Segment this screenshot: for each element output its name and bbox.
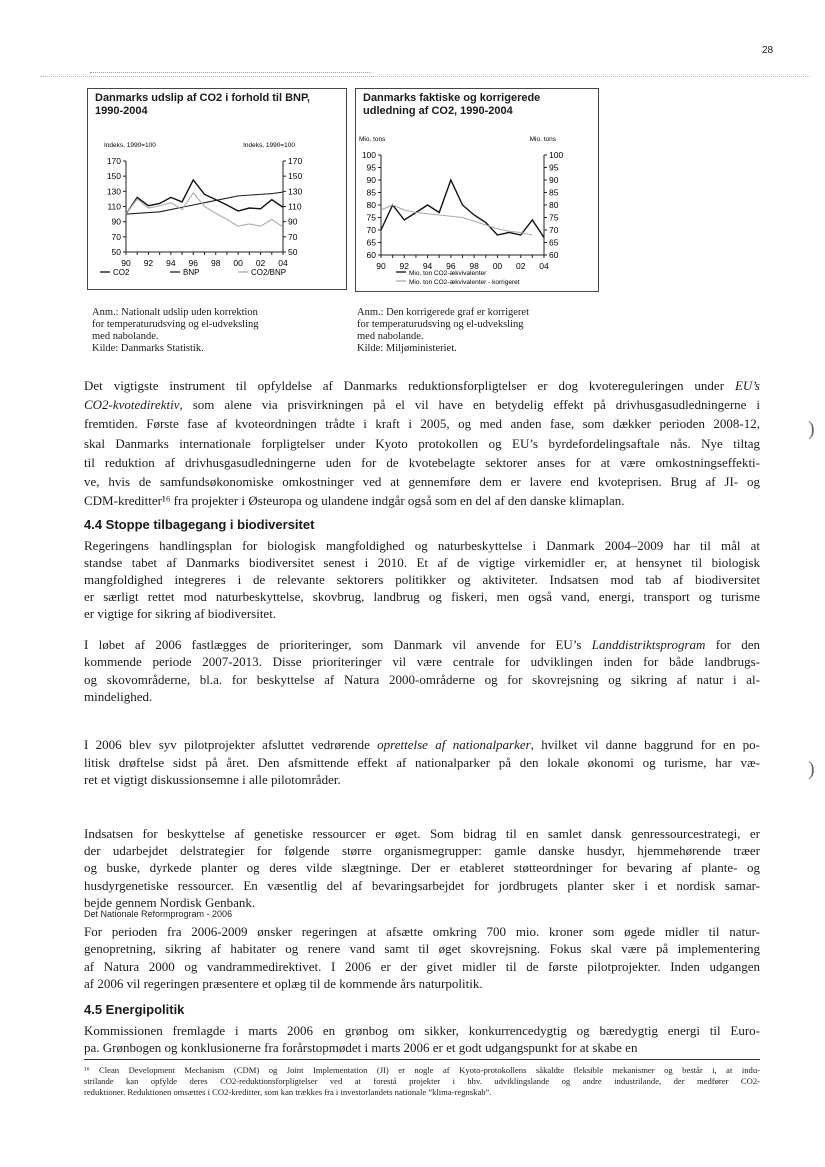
chart-note-right — [357, 307, 529, 355]
x-tick-label: 00 — [492, 261, 503, 271]
chart-plot — [356, 89, 598, 291]
y-tick-label-left: 85 — [366, 187, 376, 198]
y-tick-label-left: 150 — [106, 171, 121, 182]
y-tick-label-right: 150 — [288, 171, 303, 182]
text-line: Det vigtigste instrument til opfyldelse af Danmarks reduktionsforpligtelser er dog kvotereguleringen under EU’s — [84, 378, 760, 393]
text-line: og skovområderne, bl.a. for beskyttelse af Natura 2000-områderne og for skovrejsning og sikring af natur i al- — [84, 671, 760, 687]
x-tick-label: 02 — [255, 258, 266, 268]
text-line: pa. Grønbogen og konklusionerne fra forårstopmødet i marts 2006 er et godt udgangspunkt for at skabe en — [84, 1040, 638, 1055]
text-line: bejde gennem Nordisk Genbank. — [84, 894, 256, 910]
note-line: Anm.: Den korrigerede graf er korrigeret — [357, 307, 530, 318]
x-tick-label: 94 — [422, 261, 433, 271]
text-line: husdyrgenetiske ressourcer. En væsentlig del af bevaringsarbejdet for jordbrugets planter sker i et nordisk samar- — [84, 877, 760, 893]
y-tick-label-right: 70 — [549, 225, 559, 235]
x-tick-label: 00 — [233, 258, 243, 268]
scan-artifact-line — [90, 72, 370, 73]
series-line-co2-bnp — [126, 193, 283, 227]
chart-plot — [88, 89, 346, 289]
note-line: Anm.: Nationalt udslip uden korrektion — [92, 307, 258, 318]
x-tick-label: 04 — [539, 261, 549, 271]
footnote-line: strilande kan opfylde deres CO2-reduktionsforpligtelser ved at forestå projekter i hhv. udviklingslande og andre industrilande, der medfører CO2- — [84, 1076, 760, 1086]
text-line: For perioden fra 2006-2009 ønsker regeringen at afsætte omkring 700 mio. kroner som øgede midler til natur- — [84, 924, 760, 939]
x-tick-label: 90 — [121, 258, 131, 268]
legend-label: CO2 — [113, 268, 130, 277]
text-line: ve, hvis de samfundsøkonomiske omkostninger ved at gennemføre dem er lavere end kvoteprisen. Brug af JI- og — [84, 473, 760, 489]
y-tick-label-right: 95 — [549, 162, 559, 173]
y-tick-label-left: 70 — [111, 231, 121, 242]
text-line: fremtiden. Første fase af kvoteordningen trådte i kraft i 2005, og med anden fase, som dækker perioden 2008-12, — [84, 416, 760, 432]
text-line: CDM-kreditter¹⁶ fra projekter i Østeuropa og ulandene indgår også som en del af den danske klimaplan. — [84, 493, 625, 509]
x-tick-label: 96 — [446, 261, 456, 271]
y-tick-label-left: 95 — [366, 162, 376, 173]
paragraph-landdistrikt — [84, 636, 760, 705]
x-tick-label: 04 — [278, 258, 288, 268]
margin-mark: ) — [808, 418, 815, 440]
legend-label: Mio. ton CO2-ækvivalenter - korrigeret — [409, 279, 520, 286]
scan-artifact-line — [40, 76, 810, 77]
text-line: I løbet af 2006 fastlægges de prioriteringer, som Danmark vil anvende for EU’s Landdistriktsprogram for den — [84, 637, 760, 652]
italic-term: oprettelse af nationalparker — [377, 737, 531, 752]
text-line: til reduktion af drivhusgasudledningerne uden for de kvotebelagte sektorer anses for at være omkostningseffekti- — [84, 454, 760, 470]
x-tick-label: 94 — [166, 258, 176, 268]
legend-label: BNP — [183, 268, 200, 277]
y-axis-label-left: Mio. tons — [359, 136, 386, 143]
note-line: for temperaturudsving og el-udveksling — [357, 319, 524, 330]
note-line: med nabolande. — [92, 331, 159, 342]
x-tick-label: 98 — [469, 261, 479, 271]
note-source: Kilde: Miljøministeriet. — [357, 343, 457, 354]
text-line: er vigtige for sikring af biodiversitet. — [84, 606, 277, 621]
y-tick-label-left: 80 — [366, 200, 376, 210]
y-tick-label-left: 75 — [366, 212, 376, 223]
chart-co2-vs-bnp — [87, 88, 347, 290]
page-number: 28 — [762, 45, 774, 56]
paragraph-handlingsplan — [84, 537, 760, 622]
y-tick-label-right: 110 — [288, 201, 302, 212]
y-tick-label-left: 70 — [366, 225, 376, 235]
note-source: Kilde: Danmarks Statistik. — [92, 343, 204, 354]
x-tick-label: 96 — [188, 258, 199, 268]
y-tick-label-right: 90 — [549, 175, 559, 185]
y-tick-label-left: 90 — [366, 175, 376, 185]
y-tick-label-right: 60 — [549, 250, 559, 260]
x-tick-label: 98 — [210, 258, 221, 268]
y-tick-label-left: 110 — [107, 201, 121, 212]
heading-4-5: 4.5 Energipolitik — [84, 1002, 185, 1017]
text-line: Kommissionen fremlagde i marts 2006 en grønbog om sikker, konkurrencedygtig og bæredygtig energi til Euro- — [84, 1023, 760, 1038]
paragraph-nationalparker — [84, 736, 760, 789]
series-line-bnp — [126, 192, 283, 214]
x-tick-label: 92 — [399, 261, 410, 271]
text-line: mindelighed. — [84, 688, 153, 704]
document-footer-overlay: Det Nationale Reformprogram - 2006 — [84, 909, 233, 919]
text-line: der udarbejdet delstrategier for følgende større organismegrupper: gamle danske husdyr, hjemmehørende træer — [84, 843, 760, 859]
text-line: er særligt rettet mod naturbeskyttelse, skovbrug, landbrug og fiskeri, men også vand, energi, transport og turisme — [84, 589, 760, 604]
y-tick-label-right: 90 — [288, 216, 298, 227]
footnote-line: reduktioner. Reduktionen omsættes i CO2-kreditter, som kan trækkes fra i investorlandets nationale ”klima-regnskab”. — [84, 1087, 492, 1097]
note-line: med nabolande. — [357, 331, 424, 342]
y-tick-label-right: 75 — [549, 212, 559, 223]
y-tick-label-left: 100 — [361, 150, 376, 160]
y-tick-label-right: 80 — [549, 200, 559, 210]
y-tick-label-right: 70 — [288, 231, 298, 242]
margin-mark: ) — [808, 758, 815, 780]
y-tick-label-left: 65 — [366, 237, 376, 248]
y-axis-label-right: Mio. tons — [529, 136, 556, 143]
text-line: skal Danmarks internationale forpligtelser under Kyoto protokollen og EU’s byrdefordelingsaftale nås. Nye tiltag — [84, 435, 760, 451]
y-tick-label-right: 100 — [549, 150, 564, 160]
y-tick-label-right: 130 — [288, 186, 303, 197]
text-line: af Natura 2000 og vandrammedirektivet. I 2006 er der givet midler til de første pilotprojekter. Inden udgangen — [84, 958, 760, 974]
text-line: Indsatsen for beskyttelse af genetiske ressourcer er øget. Som bidrag til en samlet dansk genressourcestrategi, er — [84, 826, 760, 841]
chart-title: Danmarks faktiske og korrigerede udledning af CO2, 1990-2004 — [363, 92, 541, 117]
y-tick-label-left: 60 — [366, 250, 376, 260]
text-line: litisk drøftelse sidst på året. Den afsmittende effekt af nationalparker på den lokale økonomi og turisme, har væ- — [84, 754, 760, 770]
footnote-16 — [84, 1065, 760, 1098]
paragraph-kvoteregulering — [84, 376, 760, 510]
x-tick-label: 90 — [376, 261, 386, 271]
y-axis-label-right: Indeks, 1990=100 — [243, 142, 295, 149]
text-line: mangfoldighed integreres i de relevante sektorers politikker og aktiviteter. Indsatsen mod tab af biodiversitet — [84, 572, 760, 587]
text-line: og buske, dyrkede planter og deres vilde slægtninge. Der er etableret støtteordninger for bevaring af plante- og — [84, 860, 760, 876]
chart-note-left — [92, 307, 259, 355]
legend-label: CO2/BNP — [251, 268, 287, 277]
y-tick-label-left: 90 — [111, 216, 121, 227]
footnote-line: ¹⁶ Clean Development Mechanism (CDM) og Joint Implementation (JI) er nogle af Kyoto-protokollens såkaldte fleksible mekanismer og består i, at indu- — [84, 1065, 760, 1075]
y-tick-label-left: 130 — [106, 186, 121, 197]
italic-term: EU’s — [734, 378, 760, 393]
heading-4-4: 4.4 Stoppe tilbagegang i biodiversitet — [84, 517, 315, 532]
italic-term: CO2-kvotedirektiv — [84, 397, 180, 413]
text-line: I 2006 blev syv pilotprojekter afsluttet vedrørende oprettelse af nationalparker, hvilket vil danne baggrund for en po- — [84, 737, 760, 752]
text-line: af 2006 vil regeringen præsentere et oplæg til de kommende års naturpolitik. — [84, 975, 483, 991]
footnote-divider — [84, 1059, 760, 1060]
y-tick-label-left: 50 — [111, 247, 121, 257]
y-tick-label-right: 170 — [288, 156, 303, 166]
paragraph-genetiske-ressourcer — [84, 825, 760, 911]
note-line: for temperaturudsving og el-udveksling — [92, 319, 259, 330]
paragraph-naturgenopretning — [84, 923, 760, 992]
y-axis-label-left: Indeks, 1990=100 — [104, 142, 156, 149]
y-tick-label-right: 65 — [549, 237, 559, 248]
legend-label: Mio. ton CO2-ækvivalenter — [409, 270, 487, 277]
series-line-co2 — [126, 180, 283, 214]
text-line: CO2-kvotedirektiv, som alene via prisvirkningen på el vil have en betydelig effekt på drivhusgasudledningerne i — [84, 397, 760, 413]
y-tick-label-left: 170 — [106, 156, 121, 166]
x-tick-label: 92 — [143, 258, 154, 268]
x-tick-label: 02 — [515, 261, 526, 271]
paragraph-energipolitik — [84, 1022, 760, 1056]
text-line: kommende periode 2007-2013. Disse prioriteringer vil være centrale for udviklingen inden for både landbrugs- — [84, 654, 760, 670]
series-line-mio-ton-co2-kvivalenter — [381, 180, 544, 238]
text-line: genopretning, sikring af habitater og renere vand samt til øget skovrejsning. Fokus skal være på implementering — [84, 941, 760, 957]
chart-title: Danmarks udslip af CO2 i forhold til BNP, 1990-2004 — [95, 92, 310, 117]
text-line: Regeringens handlingsplan for biologisk mangfoldighed og naturbeskyttelse i Danmark 2004–2009 har til mål at — [84, 538, 760, 553]
italic-term: Landdistriktsprogram — [591, 637, 706, 652]
chart-co2-actual-corrected — [355, 88, 599, 292]
text-line: ret et vigtigt diskussionsemne i alle pilotområder. — [84, 772, 341, 787]
text-line: standse tabet af Danmarks biodiversitet senest i 2010. Et af de vigtige virkemidler er, at hensynet til biologisk — [84, 555, 760, 570]
y-tick-label-right: 50 — [288, 247, 298, 257]
y-tick-label-right: 85 — [549, 187, 559, 198]
